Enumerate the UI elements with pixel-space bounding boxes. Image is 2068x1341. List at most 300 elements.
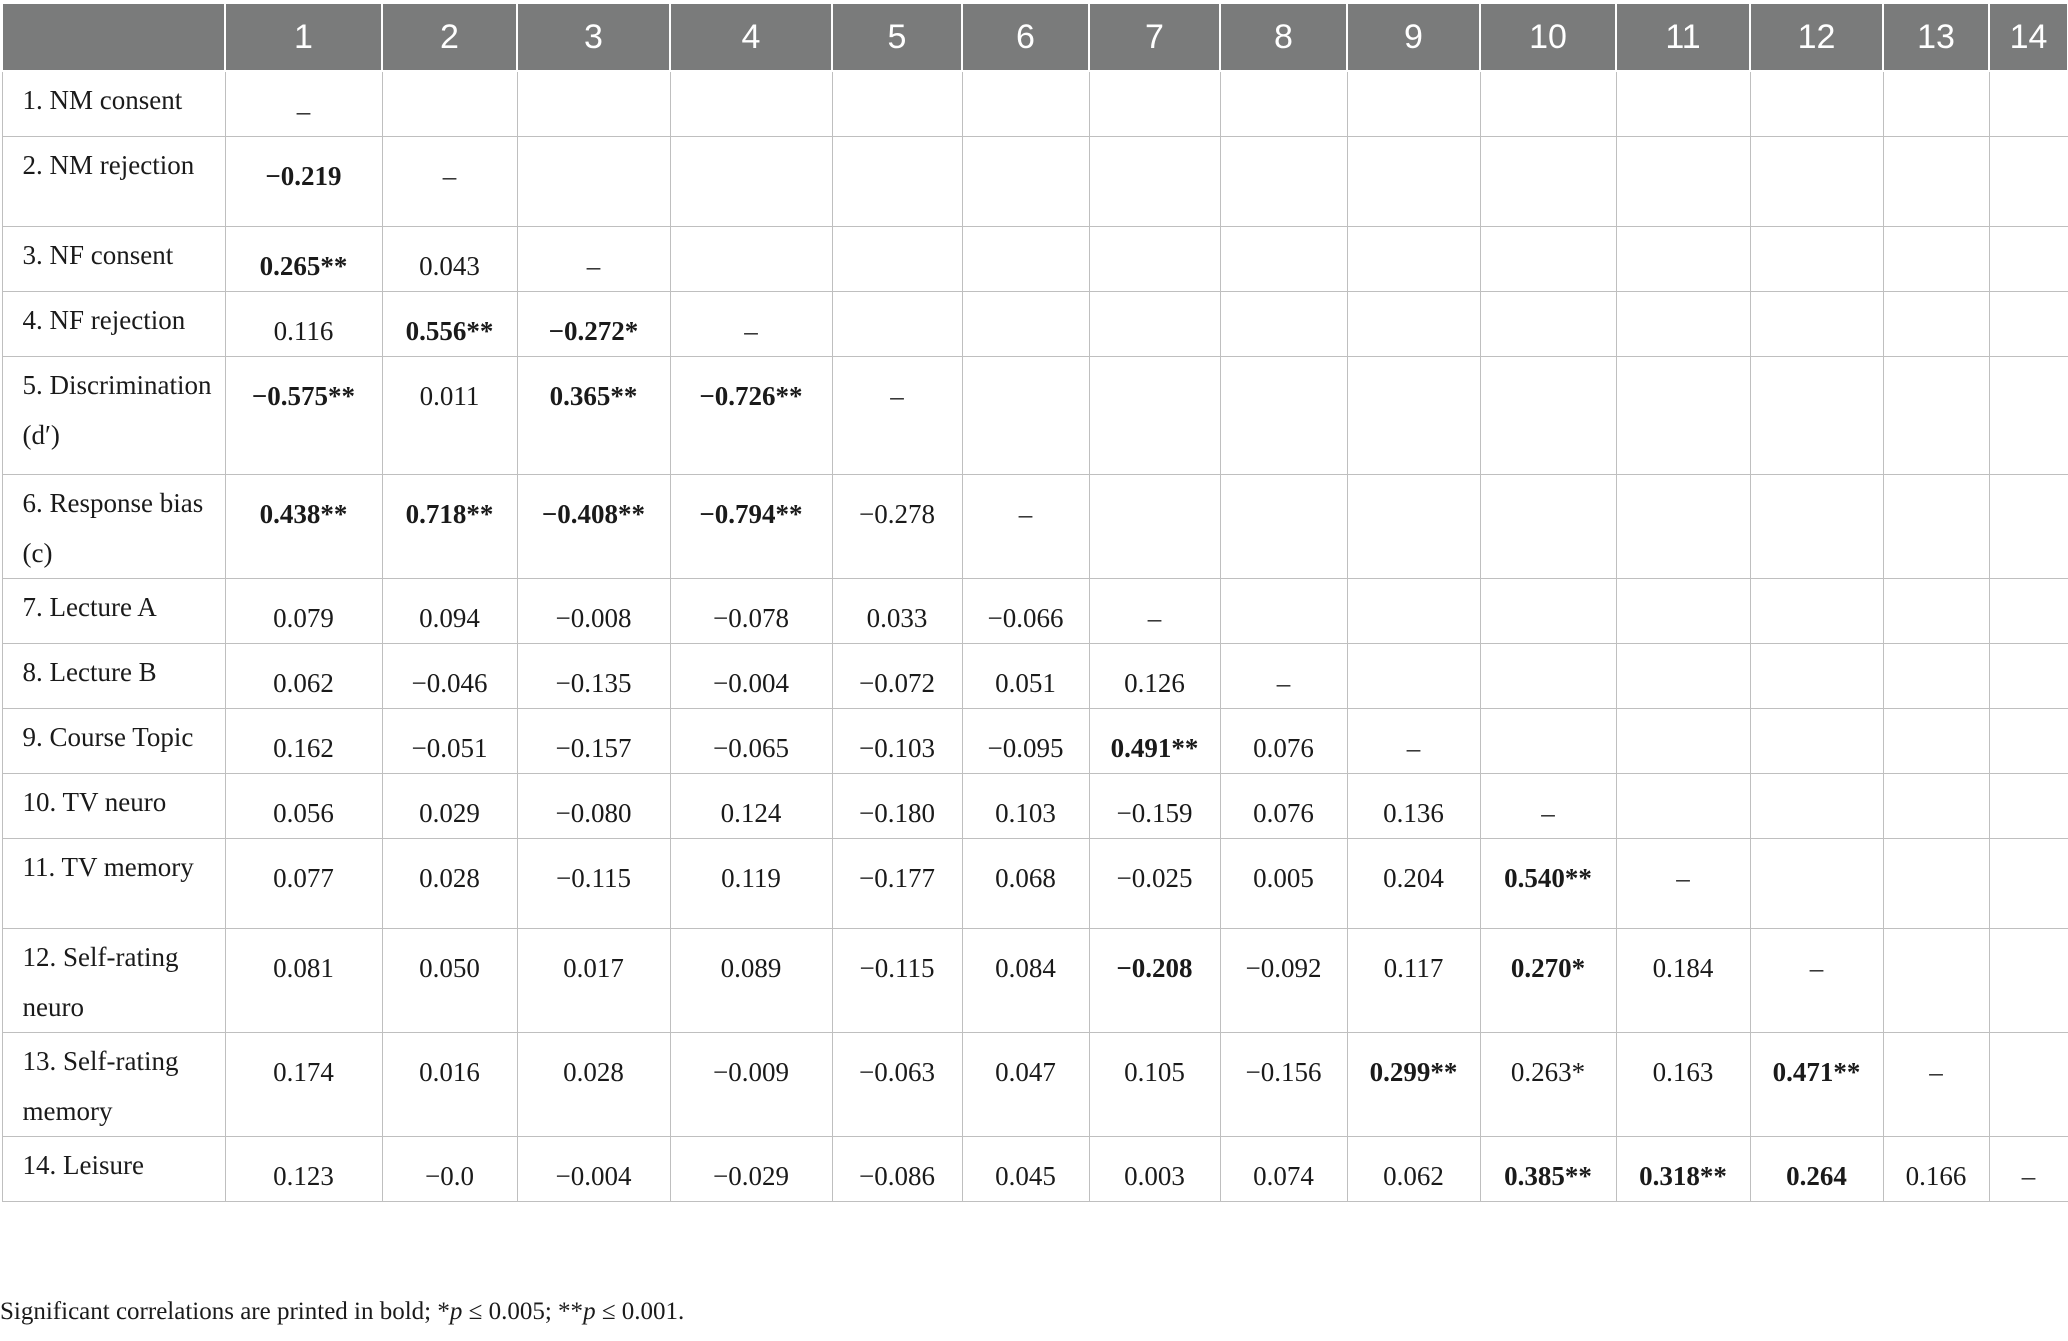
cell-value: 0.028	[419, 863, 480, 893]
cell-value: 0.003	[1124, 1161, 1185, 1191]
row-label-text: 9. Course Topic	[22, 722, 194, 752]
table-cell	[225, 774, 382, 839]
cell-value: 0.126	[1124, 668, 1185, 698]
table-cell	[1480, 774, 1616, 839]
table-cell	[225, 71, 382, 137]
table-cell	[1347, 774, 1480, 839]
cell-value: −0.156	[1245, 1057, 1322, 1087]
table-cell	[832, 1137, 962, 1202]
table-cell	[1616, 709, 1750, 774]
table-cell	[1989, 579, 2068, 644]
cell-value: –	[2021, 1161, 2036, 1191]
table-cell	[1989, 137, 2068, 227]
table-cell	[1616, 644, 1750, 709]
cell-value: 0.103	[995, 798, 1056, 828]
table-cell	[1347, 292, 1480, 357]
row-label-text: 1. NM consent	[22, 85, 183, 115]
table-cell	[1347, 227, 1480, 292]
row-label	[2, 1137, 225, 1202]
table-cell	[962, 644, 1089, 709]
table-cell	[517, 1137, 670, 1202]
table-cell	[225, 137, 382, 227]
table-cell	[1480, 1033, 1616, 1137]
cell-value: 0.265**	[259, 251, 348, 281]
table-cell	[962, 71, 1089, 137]
table-cell	[1616, 71, 1750, 137]
table-cell	[1089, 929, 1220, 1033]
table-cell	[962, 227, 1089, 292]
table-cell	[1989, 292, 2068, 357]
table-cell	[1089, 579, 1220, 644]
table-cell	[517, 71, 670, 137]
cell-value: 0.184	[1652, 953, 1714, 983]
table-cell	[1347, 357, 1480, 475]
table-cell	[1750, 227, 1883, 292]
table-cell	[832, 774, 962, 839]
table-cell	[1347, 579, 1480, 644]
row-label-text: 13. Self-rating memory	[22, 1046, 179, 1126]
table-cell	[1883, 292, 1989, 357]
cell-value: –	[1406, 733, 1421, 763]
table-cell	[1989, 357, 2068, 475]
table-cell	[1347, 1137, 1480, 1202]
table-row	[2, 227, 2068, 292]
cell-value: −0.794**	[699, 499, 803, 529]
correlation-table-container	[0, 4, 2068, 1202]
table-cell	[1750, 1137, 1883, 1202]
column-header: 4	[670, 4, 832, 71]
cell-value: 0.365**	[549, 381, 638, 411]
table-cell	[962, 774, 1089, 839]
table-cell	[1220, 292, 1347, 357]
table-cell	[1616, 579, 1750, 644]
row-label	[2, 475, 225, 579]
table-cell	[670, 1033, 832, 1137]
footnote-mid: ≤ 0.005; **	[462, 1298, 584, 1325]
table-cell	[1220, 137, 1347, 227]
table-cell	[1089, 475, 1220, 579]
table-cell	[1883, 71, 1989, 137]
table-cell	[1089, 292, 1220, 357]
table-cell	[1883, 839, 1989, 929]
table-row	[2, 709, 2068, 774]
column-header: 9	[1347, 4, 1480, 71]
table-cell	[832, 644, 962, 709]
table-cell	[1616, 929, 1750, 1033]
cell-value: −0.135	[555, 668, 632, 698]
cell-value: −0.004	[555, 1161, 632, 1191]
table-row	[2, 475, 2068, 579]
table-cell	[1883, 137, 1989, 227]
table-cell	[225, 839, 382, 929]
table-row	[2, 292, 2068, 357]
table-cell	[1989, 1033, 2068, 1137]
table-cell	[1616, 475, 1750, 579]
table-cell	[225, 292, 382, 357]
table-cell	[1480, 137, 1616, 227]
row-label-text: 3. NF consent	[22, 240, 174, 270]
table-cell	[1616, 839, 1750, 929]
table-cell	[832, 709, 962, 774]
cell-value: 0.174	[273, 1057, 334, 1087]
column-header: 11	[1616, 4, 1750, 71]
cell-value: 0.264	[1786, 1161, 1847, 1191]
column-header: 6	[962, 4, 1089, 71]
cell-value: 0.077	[273, 863, 334, 893]
cell-value: –	[1809, 953, 1824, 983]
correlation-table	[1, 4, 2068, 1202]
table-cell	[382, 929, 517, 1033]
cell-value: −0.219	[265, 161, 342, 191]
cell-value: –	[586, 251, 601, 281]
cell-value: 0.718**	[405, 499, 494, 529]
table-cell	[1883, 774, 1989, 839]
table-cell	[1883, 1137, 1989, 1202]
table-cell	[517, 774, 670, 839]
table-cell	[1480, 644, 1616, 709]
table-cell	[962, 1137, 1089, 1202]
cell-value: –	[744, 316, 758, 346]
table-row	[2, 1137, 2068, 1202]
table-cell	[832, 1033, 962, 1137]
table-body	[2, 71, 2068, 1202]
table-cell	[382, 1033, 517, 1137]
table-cell	[1750, 709, 1883, 774]
cell-value: −0.063	[859, 1057, 935, 1087]
table-cell	[1220, 1033, 1347, 1137]
cell-value: –	[890, 381, 904, 411]
table-cell	[670, 839, 832, 929]
cell-value: –	[1541, 798, 1555, 828]
cell-value: −0.080	[555, 798, 632, 828]
table-cell	[1989, 929, 2068, 1033]
table-cell	[225, 357, 382, 475]
cell-value: 0.162	[273, 733, 334, 763]
table-cell	[1089, 644, 1220, 709]
cell-value: 0.163	[1652, 1057, 1714, 1087]
table-cell	[517, 1033, 670, 1137]
cell-value: −0.008	[555, 603, 632, 633]
table-cell	[1750, 71, 1883, 137]
table-cell	[225, 929, 382, 1033]
column-header: 8	[1220, 4, 1347, 71]
table-cell	[832, 292, 962, 357]
cell-value: 0.123	[273, 1161, 334, 1191]
table-cell	[1750, 137, 1883, 227]
cell-value: 0.079	[273, 603, 334, 633]
table-cell	[1989, 227, 2068, 292]
table-cell	[1480, 839, 1616, 929]
cell-value: −0.180	[859, 798, 935, 828]
table-cell	[225, 475, 382, 579]
table-cell	[1220, 774, 1347, 839]
cell-value: 0.385**	[1504, 1161, 1592, 1191]
table-cell	[962, 929, 1089, 1033]
row-label-text: 6. Response bias (c)	[22, 488, 204, 568]
row-label	[2, 709, 225, 774]
cell-value: −0.177	[859, 863, 935, 893]
table-cell	[1750, 774, 1883, 839]
table-cell	[382, 839, 517, 929]
table-cell	[1089, 227, 1220, 292]
table-cell	[1480, 71, 1616, 137]
table-cell	[1347, 137, 1480, 227]
cell-value: 0.491**	[1110, 733, 1199, 763]
table-cell	[670, 709, 832, 774]
table-cell	[517, 137, 670, 227]
table-cell	[1989, 475, 2068, 579]
cell-value: 0.076	[1253, 798, 1314, 828]
cell-value: 0.263*	[1510, 1057, 1586, 1087]
footnote-p-symbol: p	[583, 1298, 596, 1325]
column-header: 14	[1989, 4, 2068, 71]
cell-value: –	[1929, 1057, 1943, 1087]
cell-value: 0.047	[995, 1057, 1056, 1087]
cell-value: –	[442, 161, 457, 191]
table-cell	[517, 292, 670, 357]
table-cell	[670, 357, 832, 475]
table-cell	[225, 579, 382, 644]
table-cell	[1750, 1033, 1883, 1137]
table-row	[2, 579, 2068, 644]
cell-value: −0.103	[859, 733, 935, 763]
table-cell	[517, 644, 670, 709]
cell-value: 0.204	[1383, 863, 1444, 893]
cell-value: −0.095	[987, 733, 1064, 763]
table-cell	[382, 774, 517, 839]
cell-value: 0.076	[1253, 733, 1314, 763]
row-label-text: 4. NF rejection	[22, 305, 186, 335]
column-header: 13	[1883, 4, 1989, 71]
cell-value: 0.056	[273, 798, 334, 828]
table-cell	[1616, 774, 1750, 839]
cell-value: –	[1276, 668, 1291, 698]
cell-value: 0.117	[1383, 953, 1444, 983]
table-cell	[670, 774, 832, 839]
table-cell	[1347, 839, 1480, 929]
table-cell	[832, 839, 962, 929]
table-cell	[517, 709, 670, 774]
cell-value: 0.051	[995, 668, 1056, 698]
table-cell	[225, 1137, 382, 1202]
table-cell	[382, 1137, 517, 1202]
cell-value: 0.062	[1383, 1161, 1444, 1191]
cell-value: 0.050	[419, 953, 480, 983]
table-cell	[1480, 357, 1616, 475]
table-cell	[962, 579, 1089, 644]
table-cell	[670, 1137, 832, 1202]
row-label	[2, 357, 225, 475]
cell-value: 0.166	[1905, 1161, 1967, 1191]
table-cell	[1616, 357, 1750, 475]
cell-value: 0.033	[866, 603, 928, 633]
table-cell	[1883, 1033, 1989, 1137]
table-cell	[1347, 644, 1480, 709]
table-cell	[1347, 71, 1480, 137]
row-label-text: 7. Lecture A	[22, 592, 157, 622]
table-cell	[1480, 1137, 1616, 1202]
cell-value: −0.086	[859, 1161, 935, 1191]
table-cell	[1989, 774, 2068, 839]
cell-value: –	[1676, 863, 1690, 893]
table-footnote	[0, 1298, 684, 1326]
cell-value: −0.408**	[541, 499, 646, 529]
table-cell	[832, 137, 962, 227]
table-row	[2, 929, 2068, 1033]
cell-value: 0.094	[419, 603, 480, 633]
cell-value: 0.116	[273, 316, 334, 346]
table-cell	[1089, 1137, 1220, 1202]
table-cell	[1089, 71, 1220, 137]
row-label-text: 10. TV neuro	[22, 787, 167, 817]
table-cell	[1750, 644, 1883, 709]
table-cell	[1616, 137, 1750, 227]
table-cell	[1616, 1137, 1750, 1202]
cell-value: −0.0	[425, 1161, 474, 1191]
table-cell	[1989, 709, 2068, 774]
table-cell	[962, 292, 1089, 357]
table-row	[2, 357, 2068, 475]
table-cell	[1347, 475, 1480, 579]
table-cell	[1883, 709, 1989, 774]
table-cell	[382, 227, 517, 292]
table-cell	[670, 227, 832, 292]
table-cell	[382, 579, 517, 644]
table-cell	[1480, 292, 1616, 357]
table-cell	[1750, 929, 1883, 1033]
row-label	[2, 137, 225, 227]
cell-value: 0.270*	[1510, 953, 1586, 983]
table-cell	[1616, 1033, 1750, 1137]
column-header: 7	[1089, 4, 1220, 71]
table-cell	[1616, 292, 1750, 357]
table-cell	[225, 1033, 382, 1137]
table-row	[2, 839, 2068, 929]
table-cell	[1220, 839, 1347, 929]
table-cell	[962, 709, 1089, 774]
table-cell	[1347, 929, 1480, 1033]
cell-value: 0.084	[995, 953, 1056, 983]
cell-value: −0.115	[859, 953, 935, 983]
table-cell	[382, 292, 517, 357]
cell-value: −0.726**	[699, 381, 803, 411]
cell-value: 0.136	[1383, 798, 1444, 828]
table-cell	[832, 579, 962, 644]
table-cell	[1750, 579, 1883, 644]
cell-value: 0.105	[1124, 1057, 1185, 1087]
cell-value: 0.028	[563, 1057, 624, 1087]
table-cell	[1089, 137, 1220, 227]
table-cell	[517, 475, 670, 579]
cell-value: −0.078	[713, 603, 789, 633]
cell-value: −0.066	[987, 603, 1064, 633]
row-label-text: 8. Lecture B	[22, 657, 157, 687]
table-cell	[1220, 929, 1347, 1033]
row-label-text: 12. Self-rating neuro	[22, 942, 179, 1022]
header-corner	[2, 4, 225, 71]
cell-value: −0.009	[713, 1057, 789, 1087]
table-cell	[670, 292, 832, 357]
row-label-text: 2. NM rejection	[22, 150, 195, 180]
table-cell	[1089, 357, 1220, 475]
table-row	[2, 1033, 2068, 1137]
table-row	[2, 644, 2068, 709]
table-cell	[382, 644, 517, 709]
table-cell	[1750, 475, 1883, 579]
table-cell	[832, 227, 962, 292]
table-cell	[1750, 357, 1883, 475]
table-cell	[670, 137, 832, 227]
cell-value: 0.081	[273, 953, 334, 983]
table-cell	[832, 929, 962, 1033]
table-cell	[1220, 579, 1347, 644]
row-label-text: 5. Discrimination (d′)	[22, 370, 212, 450]
column-header: 2	[382, 4, 517, 71]
cell-value: 0.016	[419, 1057, 480, 1087]
cell-value: –	[1147, 603, 1162, 633]
cell-value: 0.318**	[1639, 1161, 1727, 1191]
cell-value: –	[1018, 499, 1033, 529]
cell-value: 0.089	[720, 953, 782, 983]
table-cell	[1883, 227, 1989, 292]
table-row	[2, 71, 2068, 137]
table-cell	[1989, 1137, 2068, 1202]
cell-value: 0.005	[1253, 863, 1314, 893]
table-cell	[517, 929, 670, 1033]
table-cell	[1883, 644, 1989, 709]
table-header-row	[2, 4, 2068, 71]
table-cell	[382, 357, 517, 475]
table-cell	[1750, 292, 1883, 357]
table-cell	[382, 475, 517, 579]
table-cell	[1220, 644, 1347, 709]
table-cell	[1089, 1033, 1220, 1137]
table-cell	[1883, 929, 1989, 1033]
table-cell	[382, 137, 517, 227]
cell-value: −0.208	[1116, 953, 1193, 983]
cell-value: 0.471**	[1772, 1057, 1861, 1087]
row-label	[2, 644, 225, 709]
table-cell	[1220, 357, 1347, 475]
table-cell	[832, 475, 962, 579]
cell-value: −0.157	[555, 733, 632, 763]
cell-value: −0.051	[411, 733, 488, 763]
column-header: 3	[517, 4, 670, 71]
table-row	[2, 137, 2068, 227]
table-cell	[1883, 475, 1989, 579]
column-header: 10	[1480, 4, 1616, 71]
table-cell	[382, 71, 517, 137]
table-cell	[1480, 579, 1616, 644]
table-cell	[517, 227, 670, 292]
table-cell	[832, 71, 962, 137]
table-cell	[1220, 1137, 1347, 1202]
cell-value: −0.575**	[251, 381, 356, 411]
row-label-text: 11. TV memory	[22, 852, 194, 882]
cell-value: 0.074	[1253, 1161, 1314, 1191]
column-header: 12	[1750, 4, 1883, 71]
table-cell	[1220, 71, 1347, 137]
cell-value: 0.119	[721, 863, 781, 893]
table-cell	[1220, 227, 1347, 292]
cell-value: –	[296, 96, 311, 126]
table-cell	[1089, 709, 1220, 774]
table-cell	[1220, 709, 1347, 774]
cell-value: −0.046	[411, 668, 488, 698]
row-label	[2, 1033, 225, 1137]
row-label	[2, 292, 225, 357]
table-row	[2, 774, 2068, 839]
